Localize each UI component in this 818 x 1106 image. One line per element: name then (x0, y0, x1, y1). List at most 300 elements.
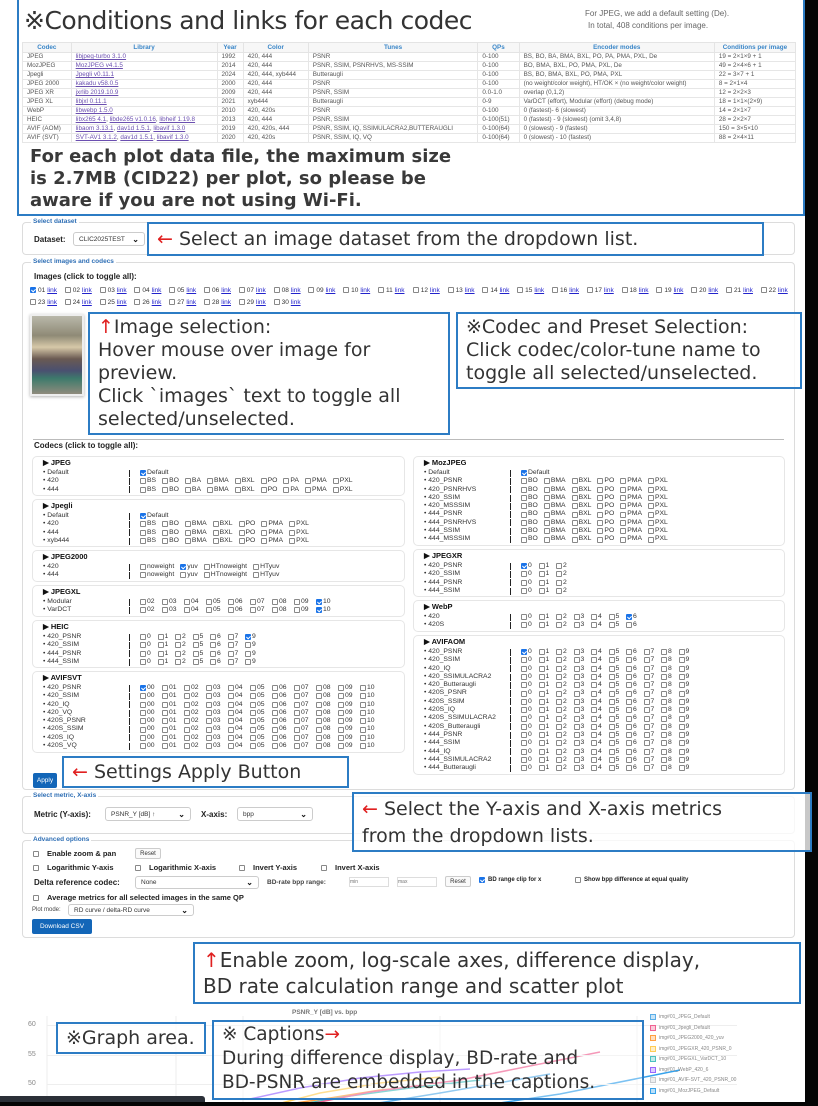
preset-checkbox[interactable] (648, 520, 654, 526)
preset-option[interactable] (521, 665, 539, 673)
preset-checkbox[interactable] (572, 503, 578, 509)
preset-checkbox[interactable] (620, 537, 626, 543)
image-checkbox[interactable] (239, 299, 245, 305)
preset-checkbox[interactable] (521, 520, 527, 526)
preset-checkbox[interactable] (521, 528, 527, 534)
preset-option[interactable] (283, 486, 299, 494)
preset-checkbox[interactable] (556, 666, 562, 672)
preset-checkbox[interactable] (158, 642, 164, 648)
preset-checkbox[interactable] (294, 710, 300, 716)
preset-checkbox[interactable] (626, 732, 632, 738)
preset-option[interactable] (572, 486, 592, 494)
preset-checkbox[interactable] (539, 571, 545, 577)
preset-checkbox[interactable] (294, 607, 300, 613)
preset-checkbox[interactable] (338, 735, 344, 741)
preset-checkbox[interactable] (679, 682, 685, 688)
preset-checkbox[interactable] (272, 735, 278, 741)
preset-option[interactable] (140, 709, 162, 717)
preset-option[interactable] (661, 731, 679, 739)
preset-checkbox[interactable] (544, 478, 550, 484)
preset-option[interactable] (661, 648, 679, 656)
preset-toggle[interactable]: • VarDCT (43, 606, 72, 614)
image-link[interactable]: link (569, 286, 579, 294)
preset-option[interactable] (620, 535, 642, 543)
preset-checkbox[interactable] (206, 735, 212, 741)
preset-option[interactable] (620, 494, 642, 502)
preset-checkbox[interactable] (679, 740, 685, 746)
preset-option[interactable] (626, 665, 644, 673)
preset-option[interactable] (574, 723, 592, 731)
preset-toggle[interactable]: • 444_MSSSIM (424, 535, 471, 543)
preset-checkbox[interactable] (316, 718, 322, 724)
preset-checkbox[interactable] (648, 528, 654, 534)
preset-checkbox[interactable] (556, 707, 562, 713)
preset-option[interactable] (609, 706, 627, 714)
preset-checkbox[interactable] (338, 693, 344, 699)
preset-checkbox[interactable] (175, 634, 181, 640)
preset-checkbox[interactable] (539, 765, 545, 771)
preset-checkbox[interactable] (556, 749, 562, 755)
preset-checkbox[interactable] (162, 735, 168, 741)
preset-checkbox[interactable] (261, 530, 267, 536)
preset-checkbox[interactable] (591, 674, 597, 680)
image-checkbox[interactable] (308, 287, 314, 293)
preset-checkbox[interactable] (250, 693, 256, 699)
preset-option[interactable] (207, 486, 229, 494)
log-x-checkbox[interactable] (135, 865, 141, 871)
preset-checkbox[interactable] (333, 478, 339, 484)
preset-option[interactable] (572, 527, 592, 535)
preset-option[interactable] (158, 658, 176, 666)
preset-option[interactable] (648, 486, 668, 494)
image-checkbox[interactable] (552, 287, 558, 293)
preset-option[interactable] (679, 665, 697, 673)
preset-option[interactable] (272, 709, 294, 717)
preset-checkbox[interactable] (204, 564, 210, 570)
preset-option[interactable] (184, 701, 206, 709)
preset-option[interactable] (556, 731, 574, 739)
preset-option[interactable] (316, 734, 338, 742)
preset-checkbox[interactable] (591, 682, 597, 688)
preset-checkbox[interactable] (140, 607, 146, 613)
preset-checkbox[interactable] (316, 599, 322, 605)
preset-checkbox[interactable] (228, 685, 234, 691)
legend-item[interactable] (650, 1086, 736, 1097)
preset-option[interactable] (206, 734, 228, 742)
preset-checkbox[interactable] (539, 666, 545, 672)
preset-checkbox[interactable] (360, 702, 366, 708)
preset-checkbox[interactable] (140, 530, 146, 536)
preset-checkbox[interactable] (644, 699, 650, 705)
preset-option[interactable] (360, 692, 382, 700)
preset-checkbox[interactable] (316, 702, 322, 708)
preset-option[interactable] (261, 520, 283, 528)
preset-option[interactable] (591, 706, 609, 714)
preset-option[interactable] (644, 731, 662, 739)
preset-toggle[interactable]: • 420 (43, 477, 59, 485)
preset-checkbox[interactable] (316, 743, 322, 749)
preset-checkbox[interactable] (140, 572, 146, 578)
preset-option[interactable] (250, 606, 272, 614)
preset-checkbox[interactable] (185, 521, 191, 527)
preset-option[interactable] (572, 477, 592, 485)
preset-option[interactable] (591, 665, 609, 673)
preset-checkbox[interactable] (591, 716, 597, 722)
preset-option[interactable] (250, 742, 272, 750)
preset-option[interactable] (539, 621, 557, 629)
preset-checkbox[interactable] (235, 487, 241, 493)
preset-checkbox[interactable] (661, 691, 667, 697)
library-link[interactable]: Jpegli v0.11.1 (75, 71, 115, 78)
preset-option[interactable] (253, 571, 279, 579)
library-link[interactable]: libwebp 1.5.0 (75, 107, 113, 114)
preset-option[interactable] (556, 748, 574, 756)
preset-option[interactable] (648, 477, 668, 485)
preset-option[interactable] (228, 701, 250, 709)
preset-option[interactable] (591, 681, 609, 689)
preset-checkbox[interactable] (338, 702, 344, 708)
preset-checkbox[interactable] (184, 743, 190, 749)
preset-option[interactable] (591, 756, 609, 764)
preset-option[interactable] (539, 756, 557, 764)
image-checkbox[interactable] (274, 299, 280, 305)
preset-checkbox[interactable] (261, 487, 267, 493)
codec-toggle-jpeg2000[interactable]: ▶ JPEG2000 (43, 552, 88, 561)
image-checkbox[interactable] (65, 299, 71, 305)
preset-checkbox[interactable] (644, 724, 650, 730)
preset-option[interactable] (294, 725, 316, 733)
preset-checkbox[interactable] (556, 580, 562, 586)
log-y-checkbox[interactable] (33, 865, 39, 871)
preset-option[interactable] (184, 692, 206, 700)
preset-option[interactable] (679, 681, 697, 689)
preset-checkbox[interactable] (648, 495, 654, 501)
preset-checkbox[interactable] (620, 487, 626, 493)
preset-checkbox[interactable] (207, 478, 213, 484)
preset-checkbox[interactable] (679, 749, 685, 755)
preset-checkbox[interactable] (609, 691, 615, 697)
preset-checkbox[interactable] (521, 495, 527, 501)
download-csv-button[interactable]: Download CSV (32, 919, 92, 934)
preset-checkbox[interactable] (206, 693, 212, 699)
preset-option[interactable] (609, 764, 627, 772)
preset-checkbox[interactable] (544, 528, 550, 534)
preset-checkbox[interactable] (245, 634, 251, 640)
image-checkbox[interactable] (482, 287, 488, 293)
preset-checkbox[interactable] (597, 487, 603, 493)
preset-checkbox[interactable] (661, 682, 667, 688)
preset-option[interactable] (661, 656, 679, 664)
preset-checkbox[interactable] (253, 572, 259, 578)
preset-option[interactable] (140, 650, 158, 658)
preset-option[interactable] (679, 656, 697, 664)
preset-checkbox[interactable] (556, 740, 562, 746)
preset-checkbox[interactable] (521, 765, 527, 771)
preset-checkbox[interactable] (597, 495, 603, 501)
preset-checkbox[interactable] (679, 699, 685, 705)
preset-option[interactable] (184, 606, 206, 614)
library-link[interactable]: kakadu v58.0.5 (75, 80, 119, 87)
preset-checkbox[interactable] (140, 642, 146, 648)
preset-toggle[interactable]: • 444_SSIM (43, 657, 80, 665)
preset-option[interactable] (544, 494, 566, 502)
image-link[interactable]: link (47, 286, 57, 294)
preset-checkbox[interactable] (140, 513, 146, 519)
preset-option[interactable] (591, 714, 609, 722)
preset-checkbox[interactable] (679, 649, 685, 655)
preset-toggle[interactable]: • 420_MSSSIM (424, 502, 471, 510)
preset-option[interactable] (648, 527, 668, 535)
preset-checkbox[interactable] (162, 743, 168, 749)
preset-checkbox[interactable] (591, 649, 597, 655)
preset-checkbox[interactable] (210, 651, 216, 657)
preset-option[interactable] (316, 692, 338, 700)
preset-checkbox[interactable] (626, 765, 632, 771)
preset-option[interactable] (184, 717, 206, 725)
preset-checkbox[interactable] (661, 707, 667, 713)
image-link[interactable]: link (256, 286, 266, 294)
preset-checkbox[interactable] (140, 743, 146, 749)
preset-option[interactable] (626, 739, 644, 747)
image-link[interactable]: link (186, 286, 197, 294)
preset-option[interactable] (228, 725, 250, 733)
preset-checkbox[interactable] (648, 503, 654, 509)
preset-option[interactable] (521, 689, 539, 697)
preset-checkbox[interactable] (597, 478, 603, 484)
preset-option[interactable] (556, 689, 574, 697)
preset-toggle[interactable]: • 444_Butteraugli (424, 764, 476, 772)
preset-option[interactable] (521, 570, 539, 578)
preset-checkbox[interactable] (261, 521, 267, 527)
preset-checkbox[interactable] (521, 478, 527, 484)
preset-option[interactable] (574, 698, 592, 706)
preset-checkbox[interactable] (521, 657, 527, 663)
preset-toggle[interactable]: • 420_PSNR (43, 684, 82, 691)
preset-checkbox[interactable] (185, 478, 191, 484)
preset-option[interactable] (572, 502, 592, 510)
preset-checkbox[interactable] (661, 699, 667, 705)
preset-toggle[interactable]: • 420S_IQ (43, 733, 75, 741)
preset-checkbox[interactable] (316, 685, 322, 691)
preset-option[interactable] (544, 486, 566, 494)
preset-checkbox[interactable] (338, 743, 344, 749)
preset-checkbox[interactable] (572, 528, 578, 534)
preset-option[interactable] (162, 537, 179, 545)
legend-item[interactable] (650, 1075, 736, 1086)
preset-checkbox[interactable] (204, 572, 210, 578)
preset-checkbox[interactable] (140, 710, 146, 716)
preset-toggle[interactable]: • 444_PSNR (43, 649, 82, 657)
preset-checkbox[interactable] (140, 718, 146, 724)
preset-option[interactable] (679, 698, 697, 706)
preset-option[interactable] (228, 598, 250, 606)
preset-checkbox[interactable] (574, 622, 580, 628)
preset-option[interactable] (250, 598, 272, 606)
preset-option[interactable] (272, 725, 294, 733)
preset-option[interactable] (294, 742, 316, 750)
preset-checkbox[interactable] (544, 512, 550, 518)
preset-checkbox[interactable] (162, 487, 168, 493)
preset-option[interactable] (294, 692, 316, 700)
preset-checkbox[interactable] (210, 642, 216, 648)
preset-option[interactable] (305, 477, 327, 485)
preset-checkbox[interactable] (239, 538, 245, 544)
preset-option[interactable] (556, 723, 574, 731)
legend-item[interactable] (650, 1023, 736, 1034)
preset-checkbox[interactable] (620, 495, 626, 501)
preset-option[interactable] (591, 689, 609, 697)
preset-checkbox[interactable] (338, 718, 344, 724)
image-link[interactable]: link (325, 286, 336, 294)
preset-option[interactable] (574, 673, 592, 681)
preset-checkbox[interactable] (213, 538, 219, 544)
preset-checkbox[interactable] (193, 651, 199, 657)
bd-clip-checkbox[interactable] (479, 877, 485, 883)
preset-checkbox[interactable] (574, 691, 580, 697)
preset-option[interactable] (360, 701, 382, 709)
image-checkbox[interactable] (204, 299, 210, 305)
preset-checkbox[interactable] (239, 521, 245, 527)
preset-option[interactable] (679, 723, 697, 731)
preset-option[interactable] (521, 723, 539, 731)
preset-option[interactable] (333, 486, 353, 494)
preset-option[interactable] (338, 725, 360, 733)
preset-toggle[interactable]: • 420_SSIM (424, 493, 461, 501)
preset-checkbox[interactable] (184, 599, 190, 605)
library-link[interactable]: libjxl 0.11.1 (75, 98, 107, 105)
preset-option[interactable] (521, 706, 539, 714)
preset-option[interactable] (360, 725, 382, 733)
preset-checkbox[interactable] (294, 702, 300, 708)
preset-checkbox[interactable] (572, 487, 578, 493)
preset-checkbox[interactable] (140, 470, 146, 476)
preset-option[interactable] (591, 731, 609, 739)
preset-checkbox[interactable] (228, 743, 234, 749)
preset-option[interactable] (544, 502, 566, 510)
preset-checkbox[interactable] (591, 732, 597, 738)
preset-option[interactable] (338, 709, 360, 717)
image-link[interactable]: link (82, 286, 92, 294)
preset-checkbox[interactable] (609, 666, 615, 672)
bd-min-input[interactable] (349, 877, 389, 887)
preset-option[interactable] (644, 656, 662, 664)
preset-option[interactable] (574, 621, 592, 629)
image-checkbox[interactable] (448, 287, 454, 293)
preset-option[interactable] (213, 520, 233, 528)
preset-checkbox[interactable] (521, 487, 527, 493)
zoom-pan-checkbox[interactable] (33, 851, 39, 857)
preset-option[interactable] (521, 502, 538, 510)
preset-option[interactable] (661, 689, 679, 697)
preset-checkbox[interactable] (574, 749, 580, 755)
preset-checkbox[interactable] (661, 749, 667, 755)
image-checkbox[interactable] (30, 287, 36, 293)
preset-option[interactable] (140, 598, 162, 606)
preset-option[interactable] (574, 706, 592, 714)
preset-checkbox[interactable] (245, 642, 251, 648)
preset-option[interactable] (521, 698, 539, 706)
preset-option[interactable] (661, 665, 679, 673)
preset-checkbox[interactable] (228, 599, 234, 605)
preset-toggle[interactable]: • 420S_PSNR (424, 689, 467, 697)
preset-option[interactable] (521, 579, 539, 587)
preset-checkbox[interactable] (158, 634, 164, 640)
preset-option[interactable] (648, 502, 668, 510)
preset-option[interactable] (620, 486, 642, 494)
preset-checkbox[interactable] (620, 528, 626, 534)
preset-checkbox[interactable] (644, 666, 650, 672)
preset-checkbox[interactable] (272, 685, 278, 691)
preset-option[interactable] (316, 684, 338, 692)
preset-toggle[interactable]: • Modular (43, 598, 72, 605)
library-link[interactable]: MozJPEG v4.1.5 (75, 62, 123, 69)
preset-option[interactable] (261, 537, 283, 545)
preset-checkbox[interactable] (626, 707, 632, 713)
preset-checkbox[interactable] (539, 691, 545, 697)
preset-checkbox[interactable] (294, 727, 300, 733)
preset-checkbox[interactable] (679, 666, 685, 672)
preset-checkbox[interactable] (609, 622, 615, 628)
preset-option[interactable] (572, 519, 592, 527)
preset-option[interactable] (294, 606, 316, 614)
preset-checkbox[interactable] (620, 520, 626, 526)
preset-option[interactable] (539, 648, 557, 656)
preset-option[interactable] (289, 537, 309, 545)
preset-option[interactable] (140, 606, 162, 614)
preset-option[interactable] (316, 717, 338, 725)
preset-checkbox[interactable] (591, 614, 597, 620)
preset-option[interactable] (539, 673, 557, 681)
image-link[interactable]: link (743, 286, 753, 294)
preset-checkbox[interactable] (289, 530, 295, 536)
preset-checkbox[interactable] (644, 740, 650, 746)
preset-checkbox[interactable] (574, 757, 580, 763)
preset-checkbox[interactable] (316, 693, 322, 699)
preset-option[interactable] (556, 698, 574, 706)
preset-checkbox[interactable] (626, 614, 632, 620)
preset-option[interactable] (574, 739, 592, 747)
preset-checkbox[interactable] (521, 757, 527, 763)
preset-option[interactable] (644, 764, 662, 772)
invert-x-checkbox[interactable] (321, 865, 327, 871)
preset-option[interactable] (294, 734, 316, 742)
preset-checkbox[interactable] (626, 749, 632, 755)
preset-toggle[interactable]: • 444_IQ (424, 747, 451, 755)
preset-checkbox[interactable] (272, 718, 278, 724)
preset-option[interactable] (338, 717, 360, 725)
preset-checkbox[interactable] (539, 580, 545, 586)
preset-option[interactable] (140, 684, 162, 692)
preset-option[interactable] (213, 537, 233, 545)
preset-option[interactable] (228, 692, 250, 700)
preset-checkbox[interactable] (574, 699, 580, 705)
preset-option[interactable] (316, 725, 338, 733)
preset-checkbox[interactable] (556, 622, 562, 628)
image-link[interactable]: link (394, 286, 405, 294)
image-checkbox[interactable] (413, 287, 419, 293)
preset-checkbox[interactable] (162, 521, 168, 527)
preset-option[interactable] (556, 764, 574, 772)
preset-option[interactable] (140, 742, 162, 750)
preset-option[interactable] (360, 709, 382, 717)
plot-mode-select[interactable] (68, 904, 194, 916)
preset-checkbox[interactable] (539, 563, 545, 569)
image-checkbox[interactable] (691, 287, 697, 293)
preset-checkbox[interactable] (162, 607, 168, 613)
preset-option[interactable] (591, 613, 609, 621)
preset-option[interactable] (140, 571, 174, 579)
preset-option[interactable] (158, 650, 176, 658)
